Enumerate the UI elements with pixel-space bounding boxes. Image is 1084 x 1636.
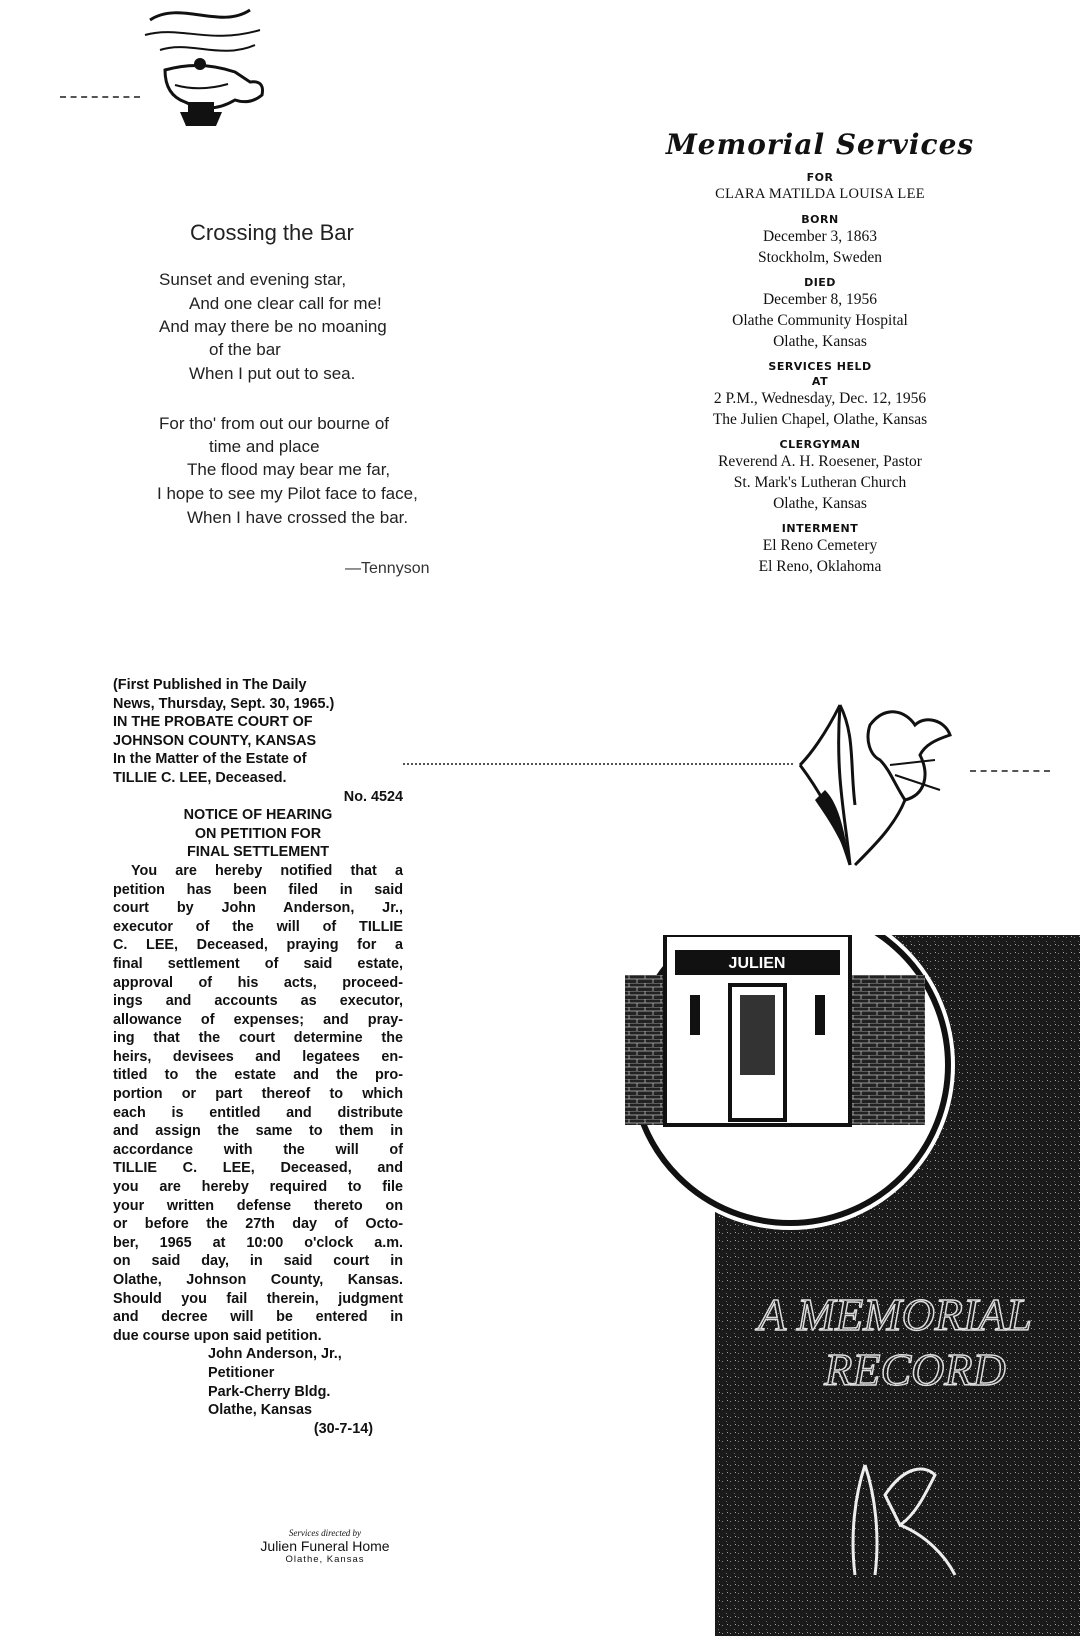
notice-body-line: and decree will be entered in (113, 1309, 403, 1326)
notice-body-line: your written defense thereto on (113, 1197, 403, 1214)
notice-heading: FINAL SETTLEMENT (186, 844, 330, 861)
poem-line: And one clear call for me! (189, 294, 382, 313)
probate-notice-clipping (113, 676, 403, 1438)
notice-body-line: titled to the estate and the pro- (113, 1067, 403, 1084)
notice-body-line: and assign the same to them in (113, 1123, 403, 1140)
memorial-booklet-cover (625, 935, 1080, 1636)
notice-body-line: each is entitled and distribute (113, 1104, 403, 1121)
signature-line: Petitioner (208, 1364, 275, 1381)
notice-body-line: TILLIE C. LEE, Deceased, and (113, 1160, 403, 1177)
notice-line: JOHNSON COUNTY, KANSAS (113, 732, 317, 749)
notice-body-line: accordance with the will of (113, 1141, 403, 1158)
notice-body-line: heirs, devisees and legatees en- (113, 1048, 403, 1065)
lily-flower-illustration (795, 695, 955, 870)
funeral-home-city: Olathe, Kansas (285, 1554, 365, 1565)
cut-line (403, 763, 793, 765)
notice-heading: NOTICE OF HEARING (183, 807, 333, 824)
born-label: BORN (801, 213, 839, 226)
born-place: Stockholm, Sweden (758, 249, 882, 266)
notice-reference: (30-7-14) (313, 1420, 373, 1437)
clergyman-city: Olathe, Kansas (773, 495, 867, 512)
poem-line: The flood may bear me far, (187, 460, 391, 479)
died-city: Olathe, Kansas (773, 333, 867, 350)
cut-line (970, 770, 1050, 772)
notice-line: IN THE PROBATE COURT OF (113, 714, 313, 731)
born-date: December 3, 1863 (762, 228, 878, 245)
notice-body (113, 862, 403, 1345)
poem-line: When I have crossed the bar. (187, 508, 409, 527)
memorial-services-block (655, 128, 985, 577)
for-label: FOR (806, 171, 834, 184)
notice-body-line: due course upon said petition. (113, 1327, 322, 1344)
died-date: December 8, 1956 (762, 291, 878, 308)
clergyman-church: St. Mark's Lutheran Church (733, 474, 907, 491)
interment-cemetery: El Reno Cemetery (762, 537, 878, 554)
interment-city: El Reno, Oklahoma (758, 558, 882, 575)
memorial-title: Memorial Services (665, 128, 975, 161)
notice-line: (First Published in The Daily (113, 677, 307, 693)
funeral-home-credit (215, 1528, 435, 1565)
poem-line: Sunset and evening star, (159, 270, 347, 289)
notice-body-line: Should you fail therein, judgment (113, 1290, 403, 1307)
poem-line: time and place (209, 437, 320, 456)
notice-body-line: you are hereby required to file (113, 1179, 403, 1196)
notice-body-line: ing that the court determine the (113, 1030, 403, 1047)
notice-body-line: ings and accounts as executor, (113, 993, 403, 1010)
notice-body-line: Olathe, Johnson County, Kansas. (113, 1272, 403, 1288)
notice-body-line: approval of his acts, proceed- (113, 974, 403, 991)
poem-line: When I put out to sea. (189, 364, 356, 383)
dash-line (60, 96, 140, 98)
oil-lamp-ornament (140, 0, 280, 140)
notice-body-line: You are hereby notified that a (131, 862, 403, 879)
clergyman-name: Reverend A. H. Roesener, Pastor (718, 453, 922, 470)
notice-body-line: ber, 1965 at 10:00 o'clock a.m. (113, 1234, 403, 1251)
interment-label: INTERMENT (781, 522, 859, 535)
services-label: SERVICES HELD (768, 360, 872, 373)
cover-title-line1: A MEMORIAL (758, 1289, 1032, 1340)
cover-title-line2: RECORD (824, 1344, 1006, 1395)
funeral-home-name: Julien Funeral Home (260, 1538, 390, 1554)
case-number: No. 4524 (343, 788, 403, 805)
died-label: DIED (804, 276, 836, 289)
notice-line: TILLIE C. LEE, Deceased. (113, 769, 287, 786)
poem-line: For tho' from out our bourne of (159, 414, 390, 433)
notice-body-line: C. LEE, Deceased, praying for a (113, 937, 403, 954)
poem-line: of the bar (209, 340, 281, 359)
directed-by-label: Services directed by (288, 1528, 362, 1538)
clergyman-label: CLERGYMAN (779, 438, 861, 451)
notice-body-line: portion or part thereof to which (113, 1086, 403, 1103)
poem-line: I hope to see my Pilot face to face, (157, 484, 418, 503)
poem-line: And may there be no moaning (159, 317, 387, 336)
services-time: 2 P.M., Wednesday, Dec. 12, 1956 (713, 390, 927, 407)
notice-body-line: final settlement of said estate, (113, 955, 403, 972)
notice-body-line: court by John Anderson, Jr., (113, 900, 403, 917)
notice-line: In the Matter of the Estate of (113, 751, 307, 768)
signature-line: John Anderson, Jr., (208, 1346, 342, 1363)
at-label: AT (811, 375, 829, 388)
signature-line: Park-Cherry Bldg. (208, 1383, 331, 1400)
notice-body-line: petition has been filed in said (113, 881, 403, 898)
signature-line: Olathe, Kansas (208, 1402, 312, 1419)
died-place: Olathe Community Hospital (732, 312, 908, 329)
notice-body-line: executor of the will of TILLIE (113, 918, 403, 935)
notice-heading: ON PETITION FOR (194, 825, 322, 842)
poem-title: Crossing the Bar (190, 220, 354, 245)
notice-line: News, Thursday, Sept. 30, 1965.) (113, 695, 335, 712)
notice-body-line: allowance of expenses; and pray- (113, 1011, 403, 1028)
poem-author: —Tennyson (345, 560, 430, 577)
notice-body-line: on said day, in said court in (113, 1253, 403, 1270)
notice-body-line: or before the 27th day of Octo- (113, 1216, 403, 1233)
cover-sign-julien: JULIEN (728, 955, 786, 972)
deceased-name: CLARA MATILDA LOUISA LEE (715, 186, 925, 202)
services-place: The Julien Chapel, Olathe, Kansas (712, 411, 928, 428)
